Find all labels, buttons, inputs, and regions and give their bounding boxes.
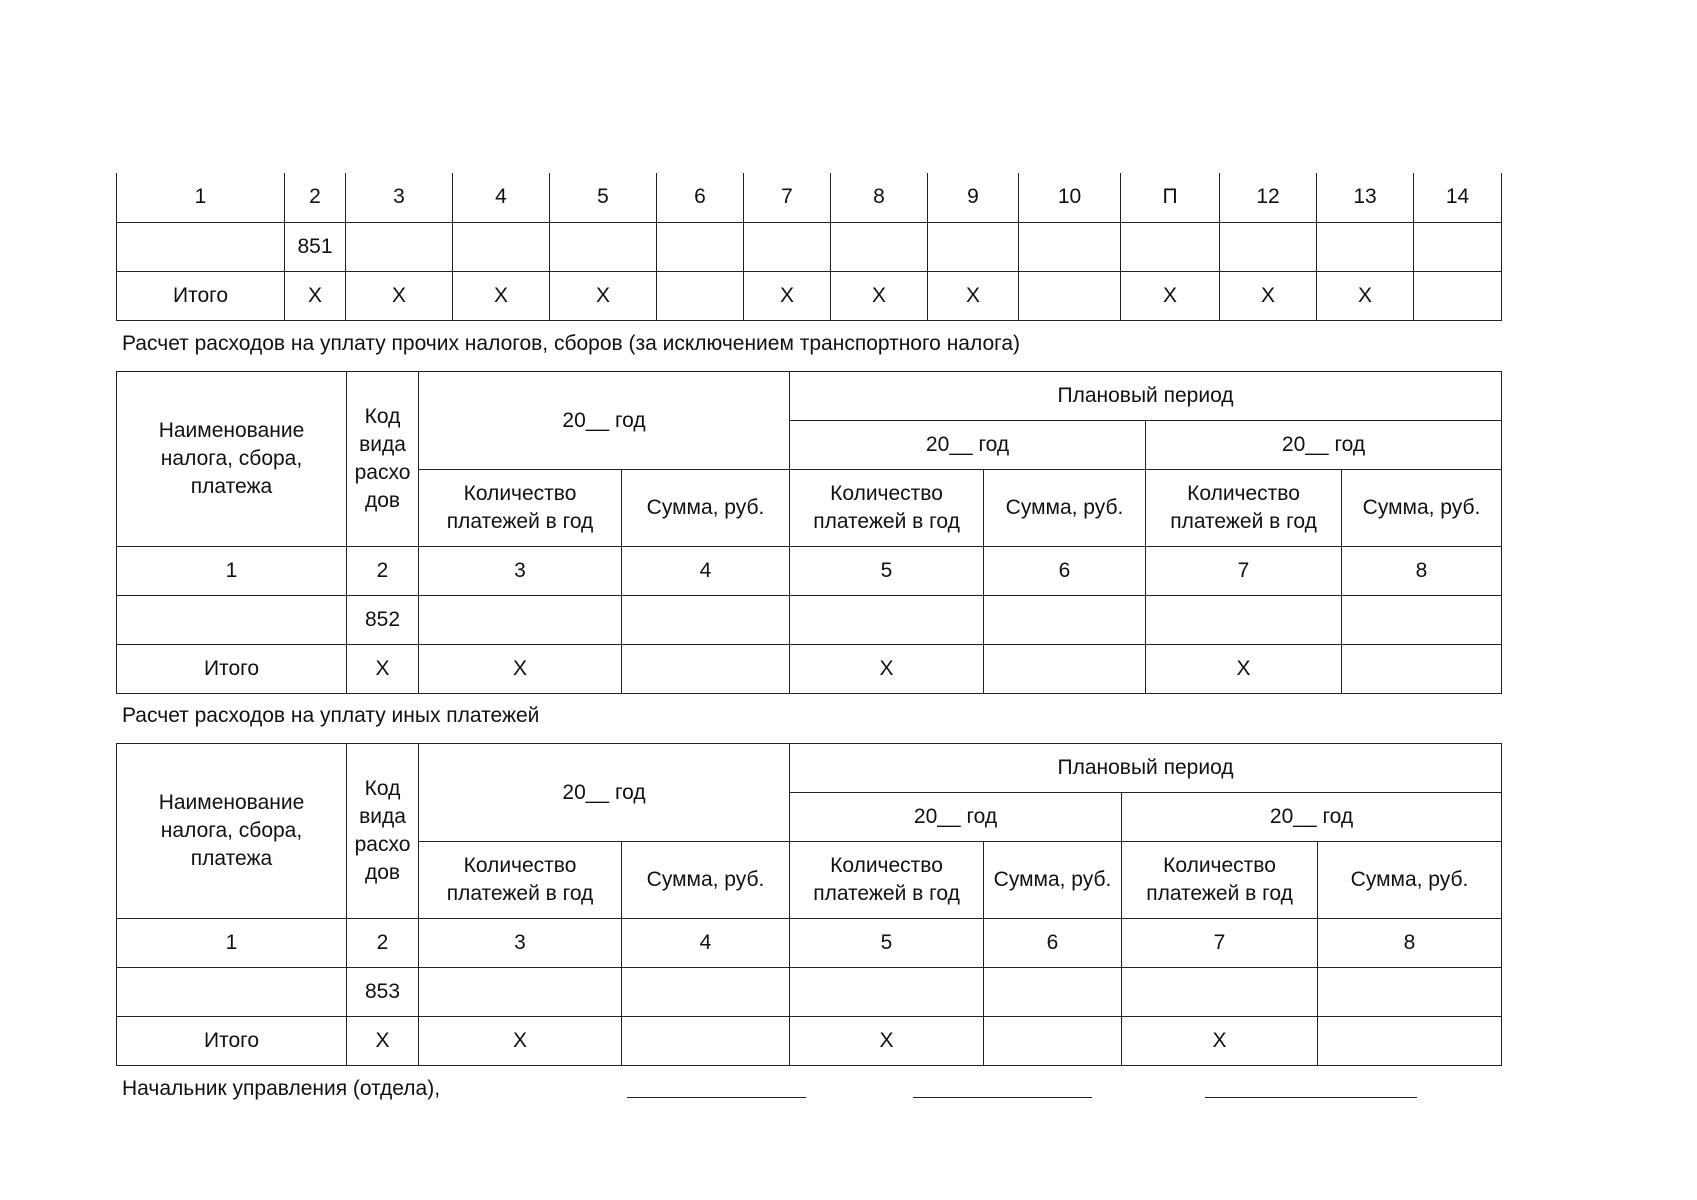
col-number: 9	[928, 173, 1019, 222]
total-cell: X	[790, 645, 984, 694]
col-number: 1	[117, 919, 347, 968]
total-cell[interactable]	[1019, 271, 1121, 320]
col-header-code: Код вида расхо дов	[347, 372, 419, 547]
col-header-name: Наименование налога, сбора, платежа	[117, 372, 347, 547]
col-header-sum: Сумма, руб.	[622, 470, 790, 547]
total-cell: X	[744, 271, 831, 320]
col-header-planned-period: Плановый период	[790, 744, 1502, 793]
col-number: 14	[1414, 173, 1502, 222]
total-label: Итого	[117, 645, 347, 694]
col-header-name: Наименование налога, сбора, платежа	[117, 744, 347, 919]
col-number: 4	[622, 919, 790, 968]
expense-code-cell: 851	[285, 222, 346, 271]
col-header-qty: Количество платежей в год	[1122, 842, 1318, 919]
col-number: П	[1121, 173, 1220, 222]
table-row	[117, 222, 1502, 271]
total-cell[interactable]	[1318, 1017, 1502, 1066]
col-header-qty: Количество платежей в год	[790, 470, 984, 547]
total-cell: X	[1146, 645, 1342, 694]
col-number: 1	[117, 547, 347, 596]
col-header-sum: Сумма, руб.	[984, 470, 1146, 547]
table-cell[interactable]	[790, 968, 984, 1017]
col-number: 6	[657, 173, 744, 222]
total-cell: X	[1317, 271, 1414, 320]
table-cell[interactable]	[419, 968, 622, 1017]
total-cell[interactable]	[984, 1017, 1122, 1066]
col-number: 6	[984, 919, 1122, 968]
table-cell[interactable]	[831, 222, 928, 271]
table-cell[interactable]	[622, 968, 790, 1017]
col-header-year-3: 20__ год	[1122, 793, 1502, 842]
table-cell[interactable]	[117, 968, 347, 1017]
table-cell[interactable]	[419, 596, 622, 645]
total-cell: X	[453, 271, 550, 320]
expense-code-cell: 853	[347, 968, 419, 1017]
total-cell[interactable]	[657, 271, 744, 320]
col-number: 1	[117, 173, 285, 222]
col-number: 2	[285, 173, 346, 222]
total-cell: X	[790, 1017, 984, 1066]
total-cell: X	[928, 271, 1019, 320]
total-cell[interactable]	[1342, 645, 1502, 694]
total-row	[117, 271, 1502, 320]
table-853	[116, 743, 1502, 1066]
table-cell[interactable]	[1220, 222, 1317, 271]
col-header-year-3: 20__ год	[1146, 421, 1502, 470]
col-number: 2	[347, 919, 419, 968]
total-label: Итого	[117, 1017, 347, 1066]
table-cell[interactable]	[1414, 222, 1502, 271]
table-851	[116, 173, 1502, 321]
col-header-sum: Сумма, руб.	[1342, 470, 1502, 547]
total-cell: X	[419, 645, 622, 694]
col-header-planned-period: Плановый период	[790, 372, 1502, 421]
col-number: 3	[346, 173, 453, 222]
total-cell: X	[347, 645, 419, 694]
col-header-year-2: 20__ год	[790, 793, 1122, 842]
col-number: 2	[347, 547, 419, 596]
col-header-year-2: 20__ год	[790, 421, 1146, 470]
col-number: 7	[1146, 547, 1342, 596]
col-header-sum: Сумма, руб.	[984, 842, 1122, 919]
table-cell[interactable]	[984, 596, 1146, 645]
table-cell[interactable]	[1122, 968, 1318, 1017]
col-number: 3	[419, 547, 622, 596]
col-header-qty: Количество платежей в год	[419, 470, 622, 547]
total-cell: X	[346, 271, 453, 320]
col-header-sum: Сумма, руб.	[1318, 842, 1502, 919]
total-cell: X	[1121, 271, 1220, 320]
signer-title: Начальник управления (отдела),	[122, 1077, 441, 1100]
expense-code-cell: 852	[347, 596, 419, 645]
table-cell[interactable]	[117, 222, 285, 271]
table-cell[interactable]	[1317, 222, 1414, 271]
total-cell: X	[1220, 271, 1317, 320]
table-cell[interactable]	[1121, 222, 1220, 271]
table-cell[interactable]	[1019, 222, 1121, 271]
table-cell[interactable]	[1146, 596, 1342, 645]
total-cell: X	[831, 271, 928, 320]
total-cell[interactable]	[984, 645, 1146, 694]
col-number: 5	[790, 547, 984, 596]
total-cell: X	[347, 1017, 419, 1066]
total-cell: X	[550, 271, 657, 320]
col-number: 5	[790, 919, 984, 968]
table-cell[interactable]	[453, 222, 550, 271]
table-cell[interactable]	[657, 222, 744, 271]
table-cell[interactable]	[984, 968, 1122, 1017]
col-number: 7	[744, 173, 831, 222]
col-header-sum: Сумма, руб.	[622, 842, 790, 919]
table-cell[interactable]	[550, 222, 657, 271]
col-number: 5	[550, 173, 657, 222]
signature-line-position[interactable]	[627, 1097, 806, 1098]
total-cell[interactable]	[622, 645, 790, 694]
total-cell[interactable]	[1414, 271, 1502, 320]
total-cell: X	[285, 271, 346, 320]
table-row	[117, 596, 1502, 645]
col-header-qty: Количество платежей в год	[419, 842, 622, 919]
total-row	[117, 1017, 1502, 1066]
col-number: 10	[1019, 173, 1121, 222]
total-cell: X	[1122, 1017, 1318, 1066]
col-number: 3	[419, 919, 622, 968]
table-cell[interactable]	[790, 596, 984, 645]
table-852	[116, 371, 1502, 694]
section-caption-other-taxes: Расчет расходов на уплату прочих налогов, сборов (за исключением транспортного налога)	[122, 332, 1021, 355]
total-row	[117, 645, 1502, 694]
total-cell: X	[419, 1017, 622, 1066]
signature-line-signature[interactable]	[913, 1097, 1092, 1098]
col-number: 8	[831, 173, 928, 222]
total-cell[interactable]	[622, 1017, 790, 1066]
table-cell[interactable]	[117, 596, 347, 645]
column-number-row	[117, 919, 1502, 968]
col-number: 8	[1318, 919, 1502, 968]
table-cell[interactable]	[928, 222, 1019, 271]
col-number: 13	[1317, 173, 1414, 222]
total-label: Итого	[117, 271, 285, 320]
col-header-qty: Количество платежей в год	[1146, 470, 1342, 547]
col-number: 4	[453, 173, 550, 222]
signature-line-name[interactable]	[1205, 1097, 1417, 1098]
section-caption-other-payments: Расчет расходов на уплату иных платежей	[122, 704, 540, 727]
col-number: 4	[622, 547, 790, 596]
table-cell[interactable]	[1342, 596, 1502, 645]
col-number: 12	[1220, 173, 1317, 222]
col-header-current-year: 20__ год	[419, 372, 790, 470]
table-cell[interactable]	[622, 596, 790, 645]
col-number: 6	[984, 547, 1146, 596]
table-cell[interactable]	[346, 222, 453, 271]
table-header-row	[117, 173, 1502, 222]
table-row	[117, 968, 1502, 1017]
col-header-qty: Количество платежей в год	[790, 842, 984, 919]
table-cell[interactable]	[1318, 968, 1502, 1017]
col-header-current-year: 20__ год	[419, 744, 790, 842]
col-header-code: Код вида расхо дов	[347, 744, 419, 919]
column-number-row	[117, 547, 1502, 596]
col-number: 8	[1342, 547, 1502, 596]
col-number: 7	[1122, 919, 1318, 968]
table-cell[interactable]	[744, 222, 831, 271]
